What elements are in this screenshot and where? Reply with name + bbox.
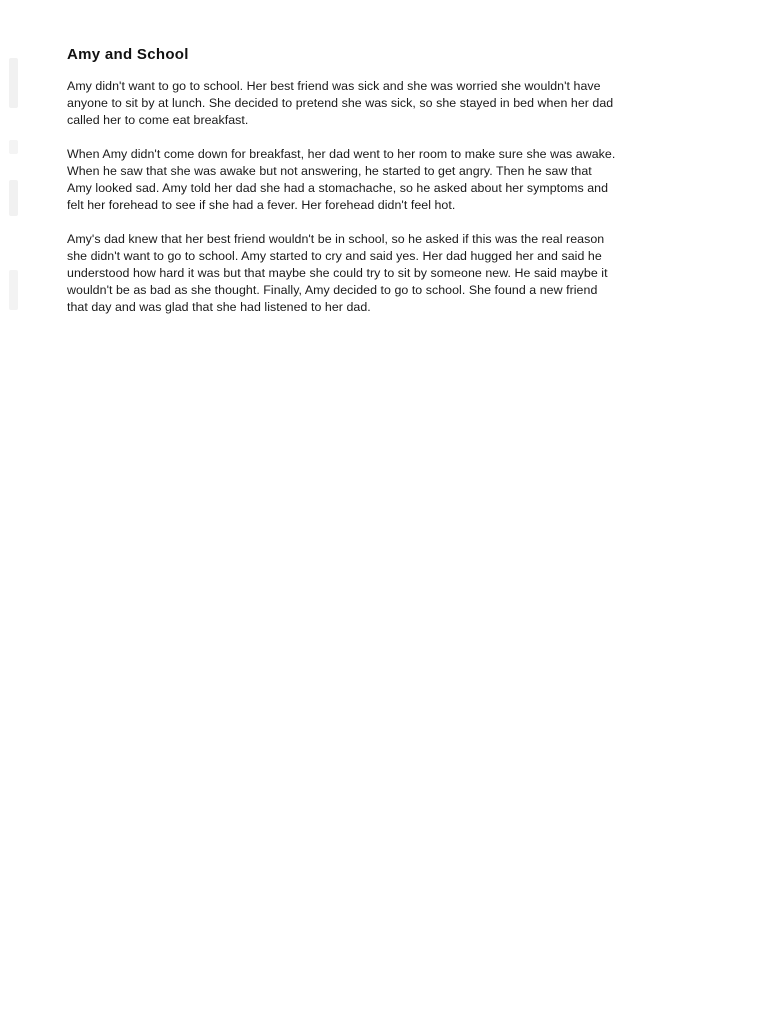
scan-artifact [9,140,18,154]
text-line: When Amy didn't come down for breakfast, her dad went to her room to make sure she was awake. [67,147,616,161]
page-title: Amy and School [67,46,189,63]
text-line: felt her forehead to see if she had a fever. Her forehead didn't feel hot. [67,198,456,212]
text-line: Amy looked sad. Amy told her dad she had a stomachache, so he asked about her symptoms and [67,181,609,195]
text-line: that day and was glad that she had listened to her dad. [67,300,371,314]
text-line: anyone to sit by at lunch. She decided to pretend she was sick, so she stayed in bed when her dad [67,96,614,110]
paragraph-3 [67,231,693,316]
paragraph-2 [67,146,693,214]
scan-artifact [9,270,18,310]
text-line: understood how hard it was but that maybe she could try to sit by someone new. He said maybe it [67,266,608,280]
paragraph-1 [67,78,693,129]
text-line: Amy didn't want to go to school. Her best friend was sick and she was worried she wouldn't have [67,79,601,93]
text-line: she didn't want to go to school. Amy started to cry and said yes. Her dad hugged her and said he [67,249,602,263]
scan-artifact [9,180,18,216]
scan-artifact [9,58,18,108]
document-body [67,44,693,333]
text-line: When he saw that she was awake but not answering, he started to get angry. Then he saw that [67,164,592,178]
text-line: Amy's dad knew that her best friend wouldn't be in school, so he asked if this was the real reason [67,232,605,246]
text-line: wouldn't be as bad as she thought. Finally, Amy decided to go to school. She found a new friend [67,283,598,297]
text-line: called her to come eat breakfast. [67,113,249,127]
